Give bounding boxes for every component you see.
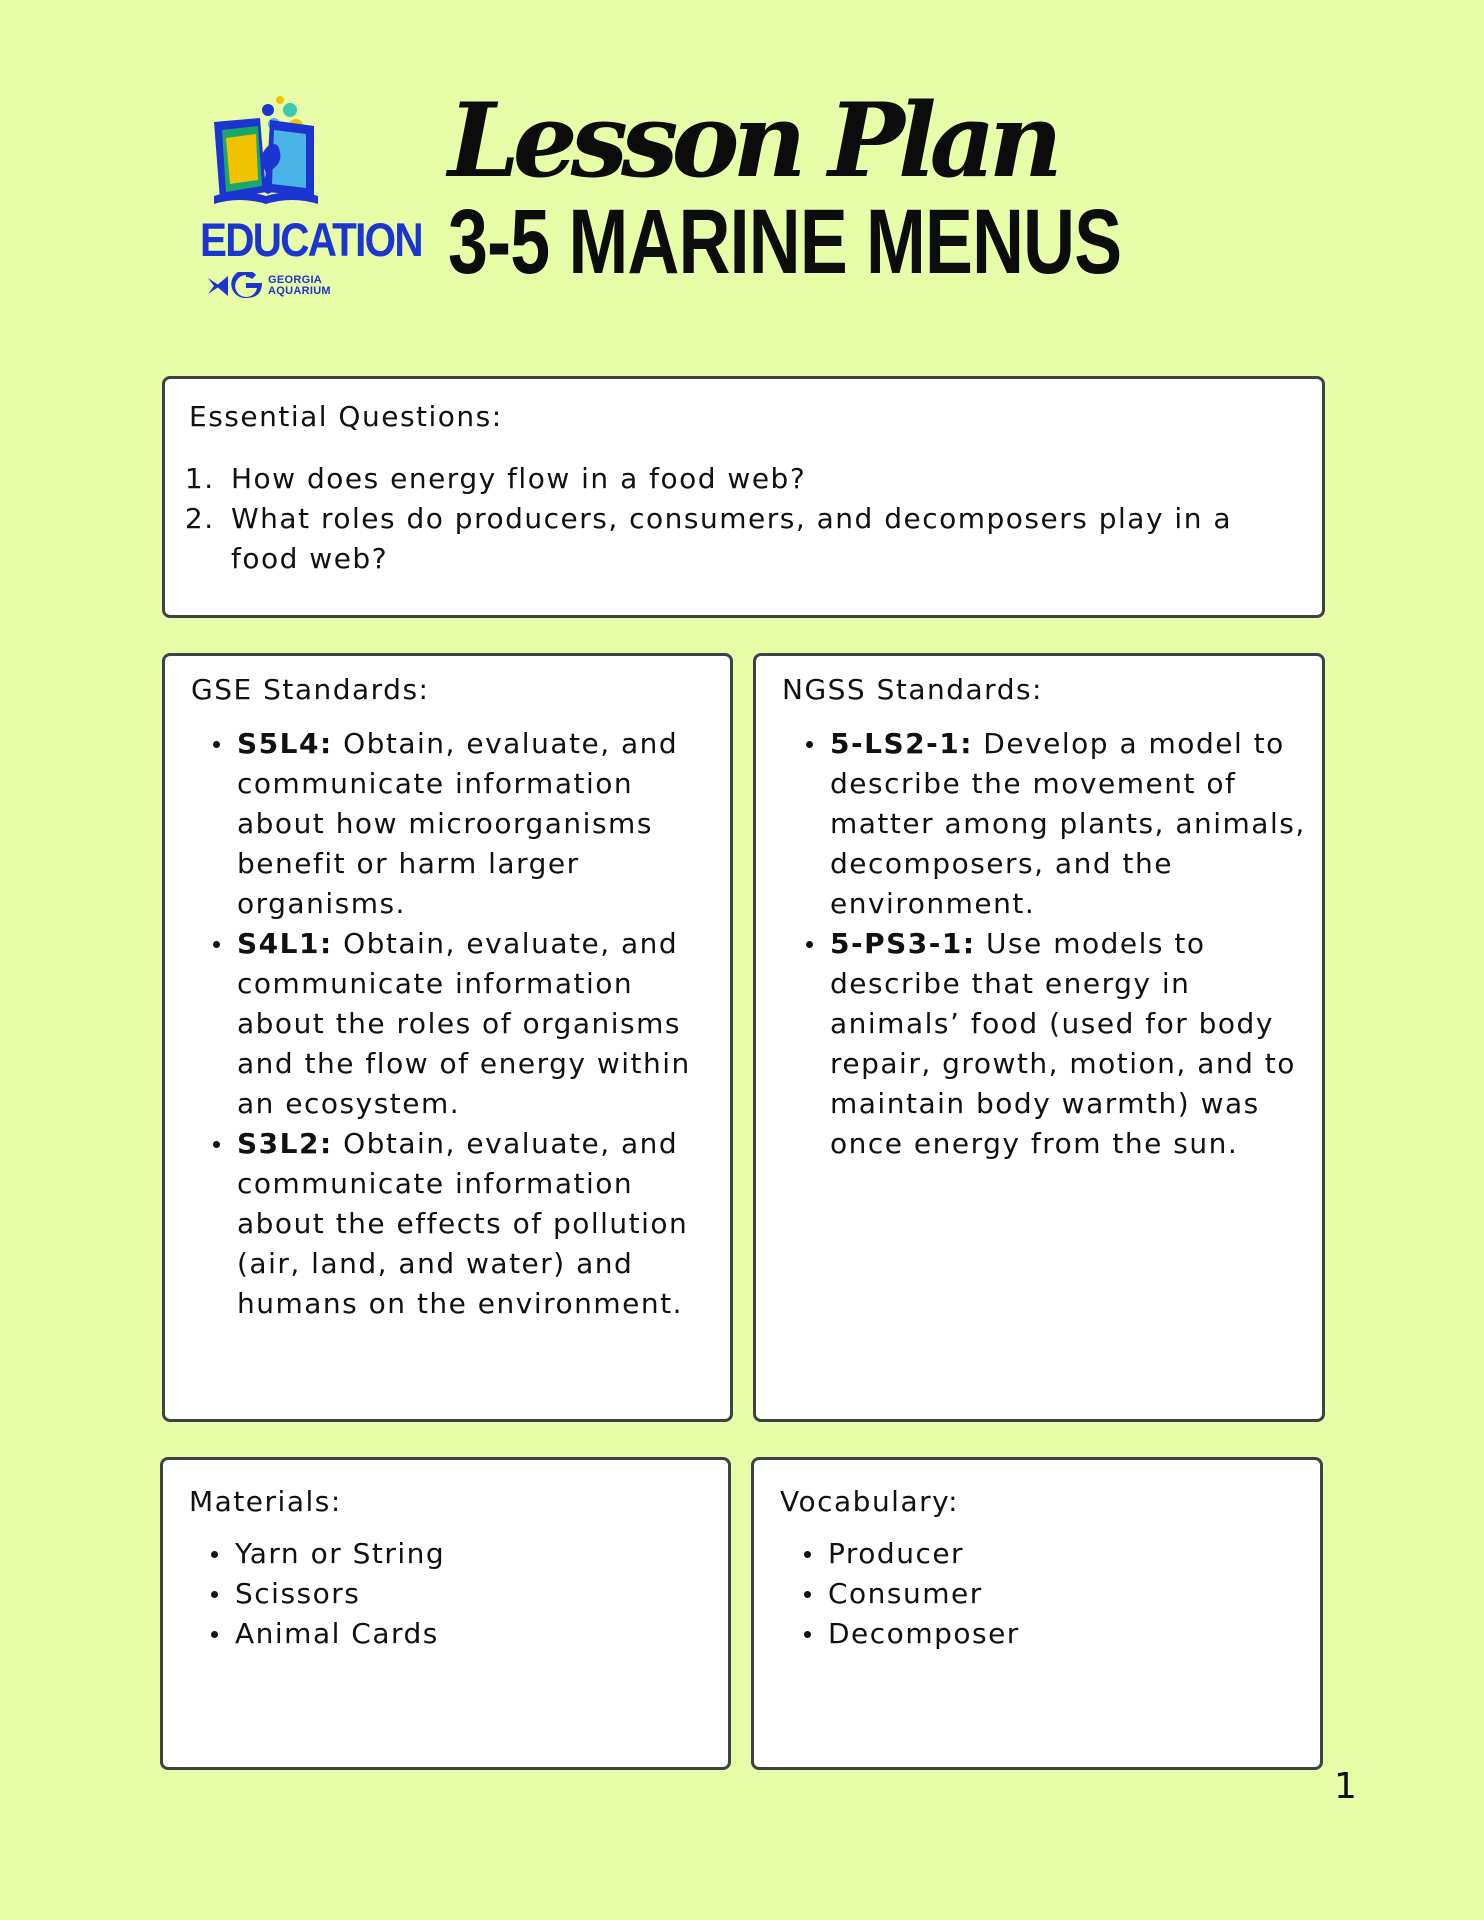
ngss-standards-heading: NGSS Standards: — [782, 673, 1043, 706]
vocabulary-item: Consumer — [828, 1574, 1308, 1614]
georgia-aquarium-education-logo — [188, 92, 422, 302]
vocabulary-item: Producer — [828, 1534, 1308, 1574]
question-item: 2. What roles do producers, consumers, and decomposers play in a food web? — [225, 499, 1285, 579]
standard-item — [237, 1124, 717, 1324]
standard-code: 5-LS2-1: — [830, 727, 973, 760]
education-wordmark: EDUCATION — [200, 213, 422, 266]
org-name-line1: GEORGIA — [268, 274, 323, 286]
question-item: 1. How does energy flow in a food web? — [225, 459, 1285, 499]
standard-text: Obtain, evaluate, and communicate information about how microorganisms benefit or harm larger organisms. — [237, 727, 679, 920]
book-seahorse-logo-icon — [210, 92, 322, 210]
standard-code: S5L4: — [237, 727, 333, 760]
standard-text: Use models to describe that energy in animals’ food (used for body repair, growth, motion, and to maintain body warmth) was once energy from the sun. — [830, 927, 1296, 1160]
gse-standards-heading: GSE Standards: — [191, 673, 430, 706]
ngss-standards-card — [753, 653, 1325, 1422]
material-item: Yarn or String — [235, 1534, 715, 1574]
org-name-line2: AQUARIUM — [268, 285, 331, 297]
georgia-aquarium-wordmark — [206, 272, 356, 302]
gse-standards-list — [209, 724, 717, 1324]
material-item: Animal Cards — [235, 1614, 715, 1654]
materials-card — [160, 1457, 731, 1770]
standard-text: Develop a model to describe the movement of matter among plants, animals, decomposers, and the environment. — [830, 727, 1306, 920]
page-subtitle: 3-5 MARINE MENUS — [448, 191, 1122, 293]
gse-standards-card — [162, 653, 733, 1422]
georgia-aquarium-g-icon — [206, 272, 266, 300]
vocabulary-item: Decomposer — [828, 1614, 1308, 1654]
standard-item — [830, 724, 1310, 924]
vocabulary-card — [751, 1457, 1323, 1770]
standard-text: Obtain, evaluate, and communicate information about the roles of organisms and the flow of energy within an ecosystem. — [237, 927, 691, 1120]
standard-item — [830, 924, 1310, 1164]
essential-questions-card — [162, 376, 1325, 618]
essential-questions-heading: Essential Questions: — [189, 400, 503, 433]
standard-item — [237, 724, 717, 924]
ngss-standards-list — [802, 724, 1310, 1164]
vocabulary-list — [800, 1534, 1308, 1654]
standard-code: S3L2: — [237, 1127, 333, 1160]
essential-questions-list — [187, 459, 1285, 579]
standard-code: 5-PS3-1: — [830, 927, 976, 960]
vocabulary-heading: Vocabulary: — [780, 1485, 960, 1518]
materials-heading: Materials: — [189, 1485, 342, 1518]
page-title: Lesson Plan — [448, 81, 1056, 201]
standard-item — [237, 924, 717, 1124]
materials-list — [207, 1534, 715, 1654]
standard-text: Obtain, evaluate, and communicate information about the effects of pollution (air, land, and water) and humans on the environment. — [237, 1127, 689, 1320]
standard-code: S4L1: — [237, 927, 333, 960]
page-number: 1 — [1334, 1766, 1357, 1807]
material-item: Scissors — [235, 1574, 715, 1614]
